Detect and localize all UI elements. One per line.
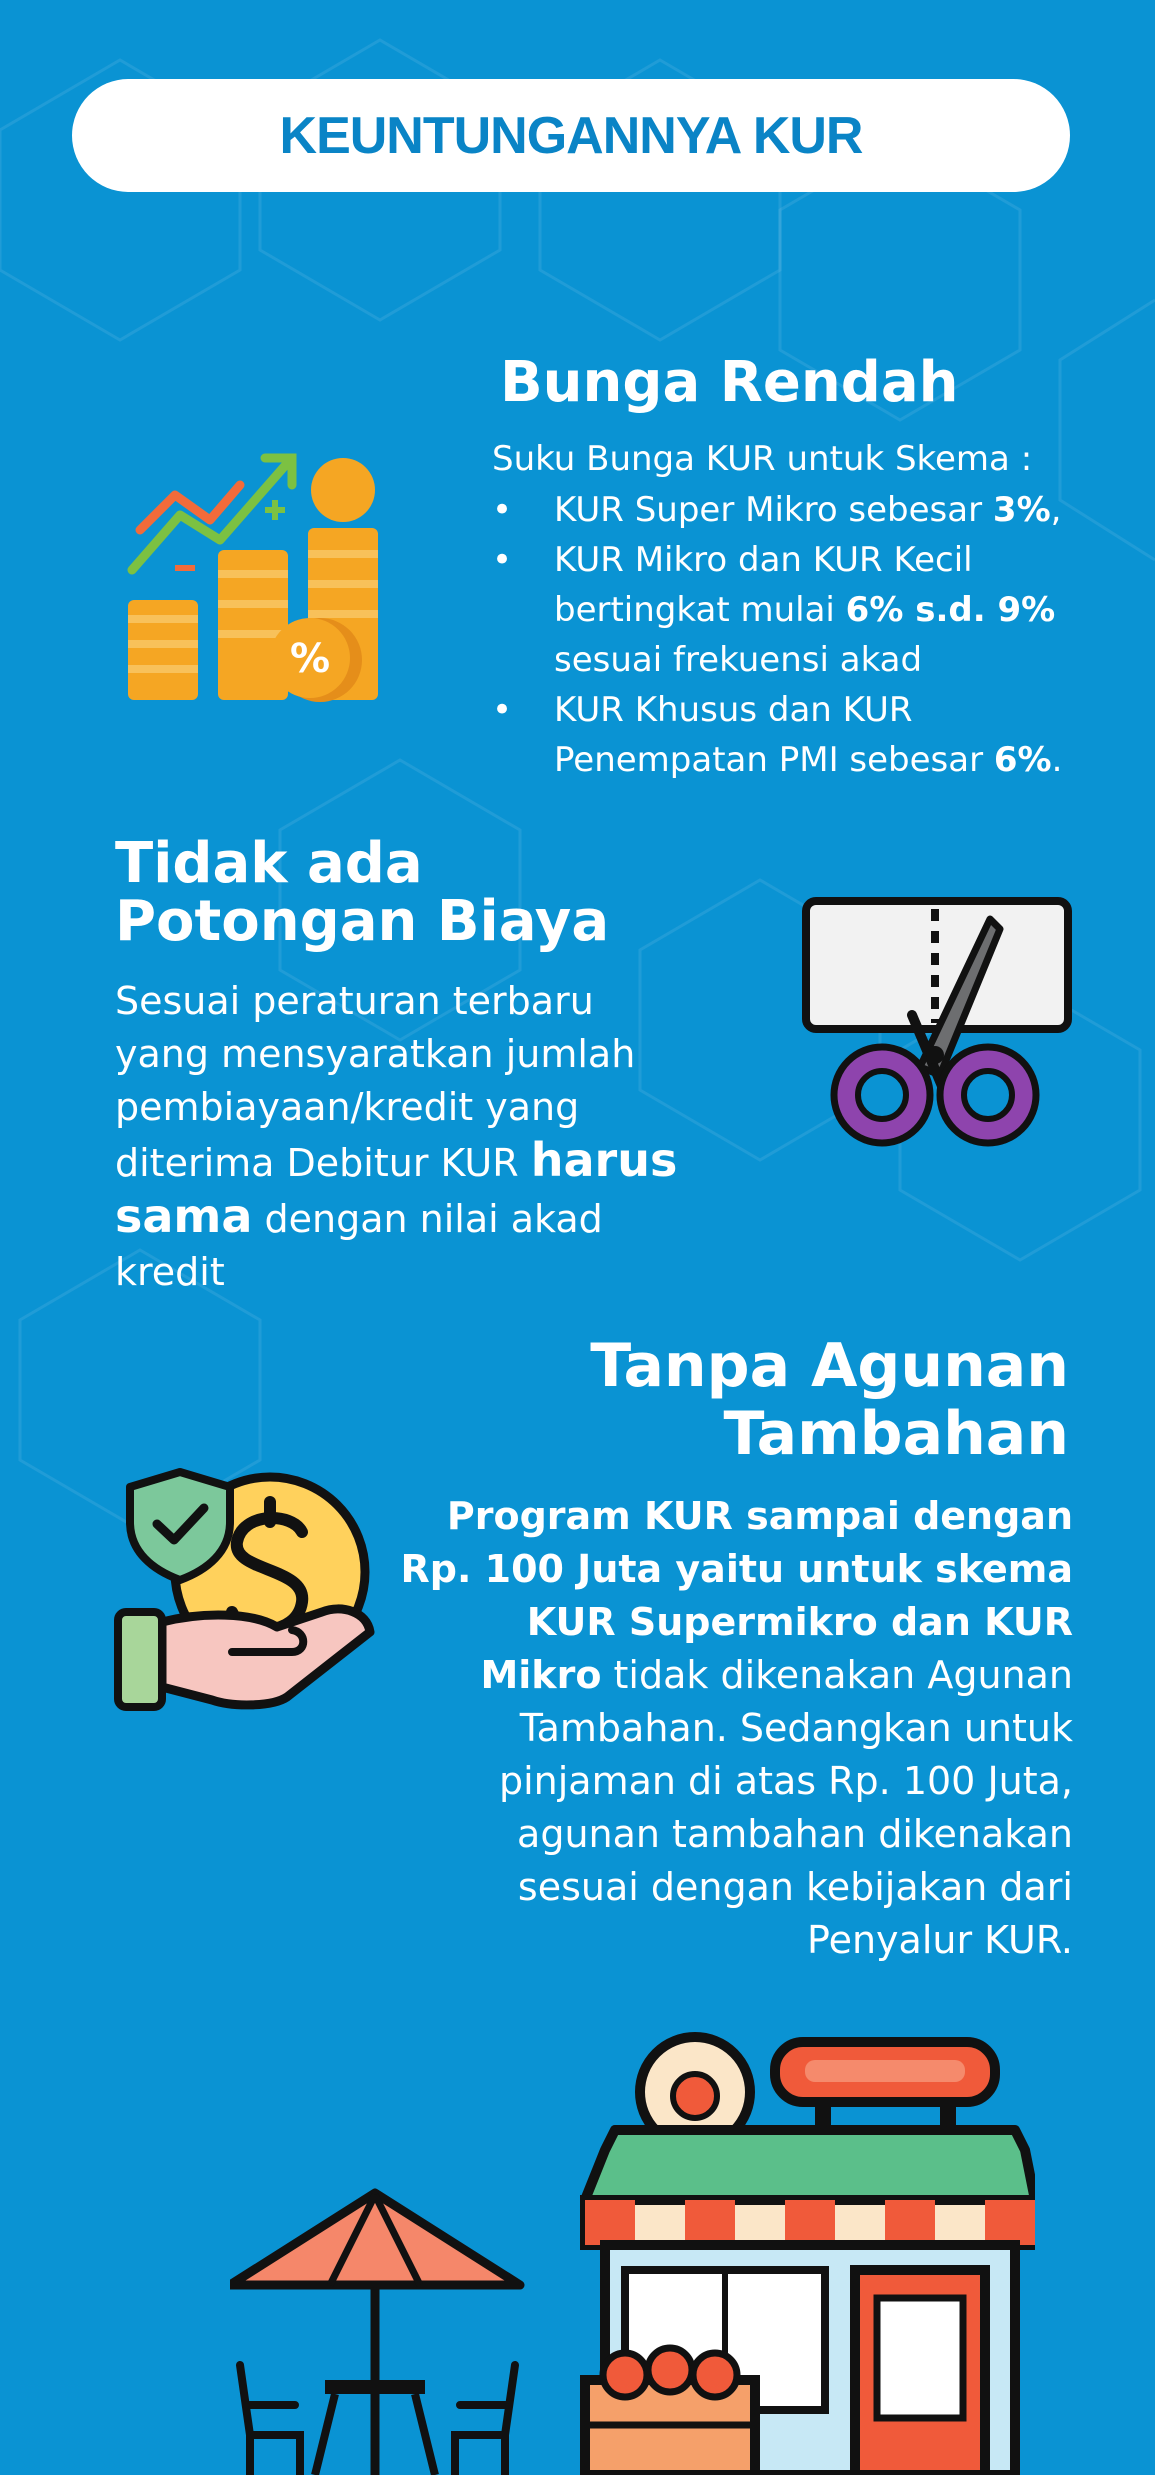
scissors-icon [800, 895, 1075, 1170]
title-banner [72, 79, 1070, 192]
rate-list [492, 485, 1092, 785]
hand-coin-shield-icon [112, 1462, 392, 1722]
list-item: • KUR Super Mikro sebesar 3%, [492, 485, 1092, 535]
cafe-umbrella-icon [230, 2185, 530, 2475]
section-title-bunga-rendah: Bunga Rendah [500, 350, 959, 415]
section-body-potongan: Sesuai peraturan terbaru yang mensyaratkan jumlah pembiayaan/kredit yang diterima Debitur KUR harus sama dengan nilai akad kredit [115, 979, 678, 1294]
section-intro: Suku Bunga KUR untuk Skema : [492, 439, 1033, 479]
list-item: • KUR Khusus dan KUR Penempatan PMI sebesar 6%. [492, 685, 1092, 785]
section-title-tidak-ada-potongan: Tidak ada Potongan Biaya [115, 831, 610, 954]
section-body-agunan: Program KUR sampai dengan Rp. 100 Juta yaitu untuk skema KUR Supermikro dan KUR Mikro tidak dikenakan Agunan Tambahan. Sedangkan untuk pinjaman di atas Rp. 100 Juta, agunan tambahan dikenakan sesuai dengan kebijakan dari Penyalur KUR. [400, 1494, 1073, 1962]
shop-icon [565, 2030, 1035, 2475]
coins-chart-icon [120, 440, 390, 710]
section-title-tanpa-agunan: Tanpa Agunan Tambahan [590, 1331, 1069, 1469]
svg-text:%: % [289, 636, 331, 682]
page-title: KEUNTUNGANNYA KUR [279, 106, 863, 165]
list-item: • KUR Mikro dan KUR Kecil bertingkat mulai 6% s.d. 9% sesuai frekuensi akad [492, 535, 1092, 685]
